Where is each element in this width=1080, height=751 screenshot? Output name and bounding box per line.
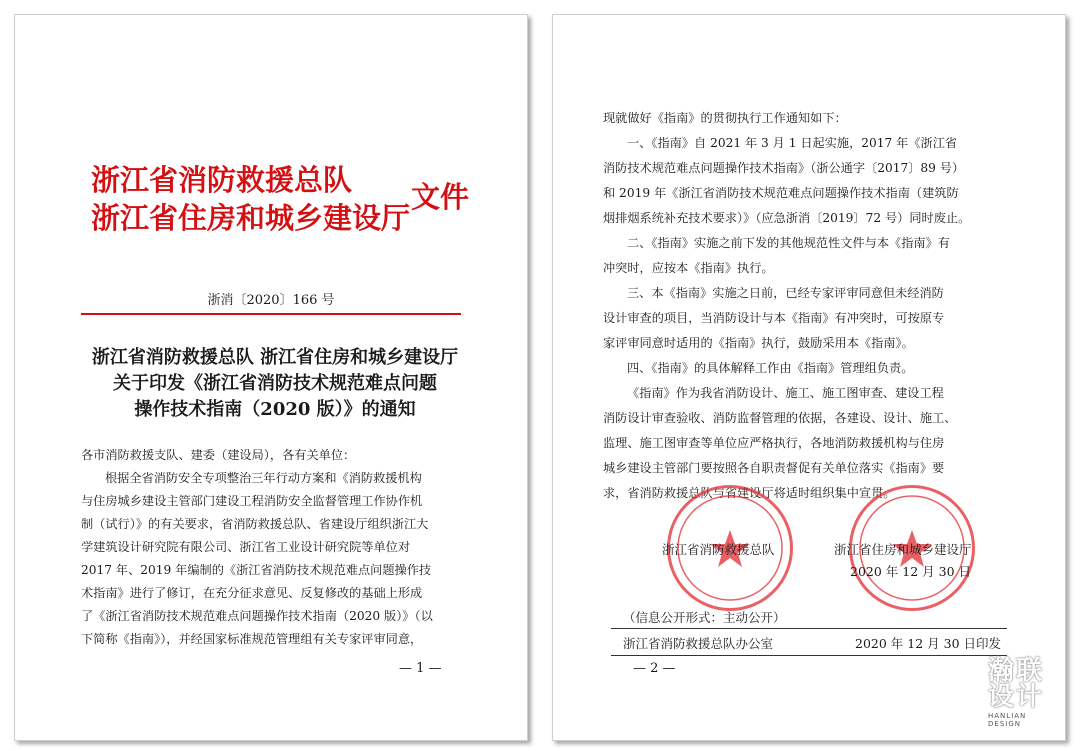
- header-suffix: 文件: [411, 180, 470, 214]
- title-line-3: 操作技术指南（2020 版）》的通知: [134, 399, 416, 420]
- page-number: — 2 —: [633, 661, 676, 676]
- header-org-1: 浙江省消防救援总队: [91, 163, 353, 197]
- body-line: 二、《指南》实施之前下发的其他规范性文件与本《指南》有: [627, 236, 950, 250]
- salutation: 各市消防救援支队、建委（建设局），各有关单位：: [81, 448, 356, 462]
- body-line: 现就做好《指南》的贯彻执行工作通知如下：: [603, 111, 847, 125]
- footer-rule: [611, 628, 1007, 629]
- issuing-office: 浙江省消防救援总队办公室: [623, 636, 774, 651]
- body-line: 消防技术规范难点问题操作技术指南》（浙公通字〔2017〕89 号）: [603, 161, 965, 175]
- body-line: 消防设计审查验收、消防监督管理的依据，各建设、设计、施工、: [603, 411, 957, 425]
- body-line: 《指南》作为我省消防设计、施工、施工图审查、建设工程: [627, 386, 944, 400]
- body-line: 与住房城乡建设主管部门建设工程消防安全监督管理工作协作机: [81, 494, 423, 508]
- page-number: — 1 —: [399, 661, 442, 676]
- body-line: 了《浙江省消防技术规范难点问题操作技术指南（2020 版）》（以: [81, 609, 433, 623]
- body-line: 2017 年、2019 年编制的《浙江省消防技术规范难点问题操作技: [81, 563, 432, 577]
- body-line: 求，省消防救援总队与省建设厅将适时组织集中宣贯。: [603, 486, 896, 500]
- body-line: 三、本《指南》实施之日前，已经专家评审同意但未经消防: [627, 286, 944, 300]
- body-line: 城乡建设主管部门要按照各自职责督促有关单位落实《指南》要: [603, 461, 945, 475]
- watermark-sub: HANLIAN DESIGN: [988, 712, 1027, 728]
- watermark-main: 瀚联设计: [988, 656, 1045, 712]
- print-date: 2020 年 12 月 30 日印发: [855, 636, 1001, 651]
- red-divider: [81, 313, 461, 315]
- body-line: 四、《指南》的具体解释工作由《指南》管理组负责。: [627, 361, 914, 375]
- body-line: 监理、施工图审查等单位应严格执行，各地消防救援机构与住房: [603, 436, 945, 450]
- document-page-1: [14, 14, 528, 741]
- brand-watermark: [988, 658, 1058, 740]
- body-line: 家评审同意时适用的《指南》执行，鼓励采用本《指南》。: [603, 336, 914, 350]
- signatory-left: 浙江省消防救援总队: [662, 542, 775, 557]
- body-line: 烟排烟系统补充技术要求）》（应急浙消〔2019〕72 号）同时废止。: [603, 211, 971, 225]
- footer-rule: [611, 655, 1007, 656]
- body-line: 冲突时，应按本《指南》执行。: [603, 261, 774, 275]
- title-line-2: 关于印发《浙江省消防技术规范难点问题: [113, 373, 437, 394]
- body-line: 下简称《指南》），并经国家标准规范管理组有关专家评审同意，: [81, 632, 423, 646]
- document-number: 浙消〔2020〕166 号: [207, 293, 335, 308]
- body-line: 根据全省消防安全专项整治三年行动方案和《消防救援机构: [105, 471, 422, 485]
- signing-date: 2020 年 12 月 30 日: [850, 564, 971, 579]
- header-org-2: 浙江省住房和城乡建设厅: [91, 201, 411, 235]
- disclosure-note: （信息公开形式：主动公开）: [623, 610, 786, 625]
- body-line: 和 2019 年《浙江省消防技术规范难点问题操作技术指南（建筑防: [603, 186, 959, 200]
- body-line: 制（试行）》的有关要求，省消防救援总队、省建设厅组织浙江大: [81, 517, 429, 531]
- body-line: 术指南》进行了修订，在充分征求意见、反复修改的基础上形成: [81, 586, 423, 600]
- document-page-2: [552, 14, 1066, 741]
- body-line: 设计审查的项目，当消防设计与本《指南》有冲突时，可按原专: [603, 311, 945, 325]
- body-line: 一、《指南》自 2021 年 3 月 1 日起实施，2017 年《浙江省: [627, 136, 958, 150]
- signatory-right: 浙江省住房和城乡建设厅: [834, 542, 972, 557]
- body-line: 学建筑设计研究院有限公司、浙江省工业设计研究院等单位对: [81, 540, 411, 554]
- title-line-1: 浙江省消防救援总队 浙江省住房和城乡建设厅: [91, 347, 459, 368]
